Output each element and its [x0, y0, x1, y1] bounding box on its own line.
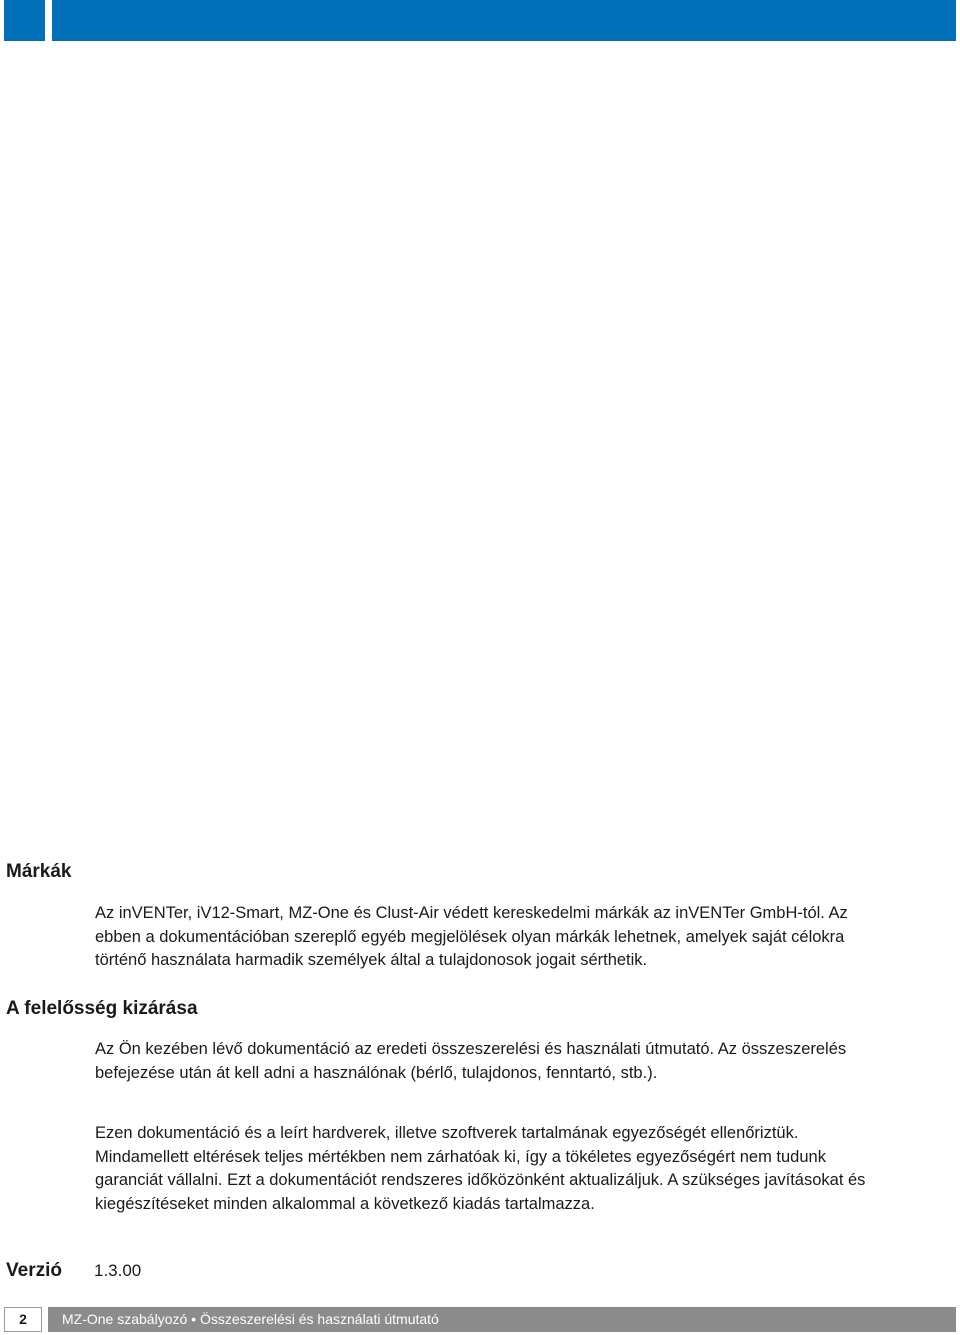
header-accent-block: [4, 0, 45, 41]
disclaimer-paragraph-2: Ezen dokumentáció és a leírt hardverek, illetve szoftverek tartalmának egyezőségét ellenőriztük. Mindamellett eltérések teljes mértékben nem zárhatóak ki, így a tökéletes egyezőségért nem tudunk garanciát vállalni. Ezt a dokumentációt rendszeres időközönként aktualizáljuk. A szükséges javításokat és kiegészítéseket minden alkalommal a következő kiadás tartalmazza.: [95, 1124, 866, 1213]
brands-heading: Márkák: [6, 861, 72, 882]
disclaimer-paragraph-1: Az Ön kezében lévő dokumentáció az eredeti összeszerelési és használati útmutató. Az összeszerelés befejezése után át kell adni a használónak (bérlő, tulajdonos, fenntartó, stb.).: [95, 1040, 847, 1082]
version-value: 1.3.00: [94, 1261, 142, 1280]
version-label: Verzió: [6, 1260, 62, 1281]
footer-title: MZ-One szabályozó • Összeszerelési és használati útmutató: [48, 1307, 956, 1332]
brands-paragraph: Az inVENTer, iV12-Smart, MZ-One és Clust-Air védett kereskedelmi márkák az inVENTer GmbH-tól. Az ebben a dokumentációban szereplő egyéb megjelölések olyan márkák lehetnek, amelyek saját célokra történő használata harmadik személyek által a tulajdonosok jogait sérthetik.: [95, 904, 848, 969]
disclaimer-heading: A felelősség kizárása: [6, 998, 198, 1019]
header-bar: [52, 0, 956, 41]
page-number: 2: [4, 1307, 42, 1332]
